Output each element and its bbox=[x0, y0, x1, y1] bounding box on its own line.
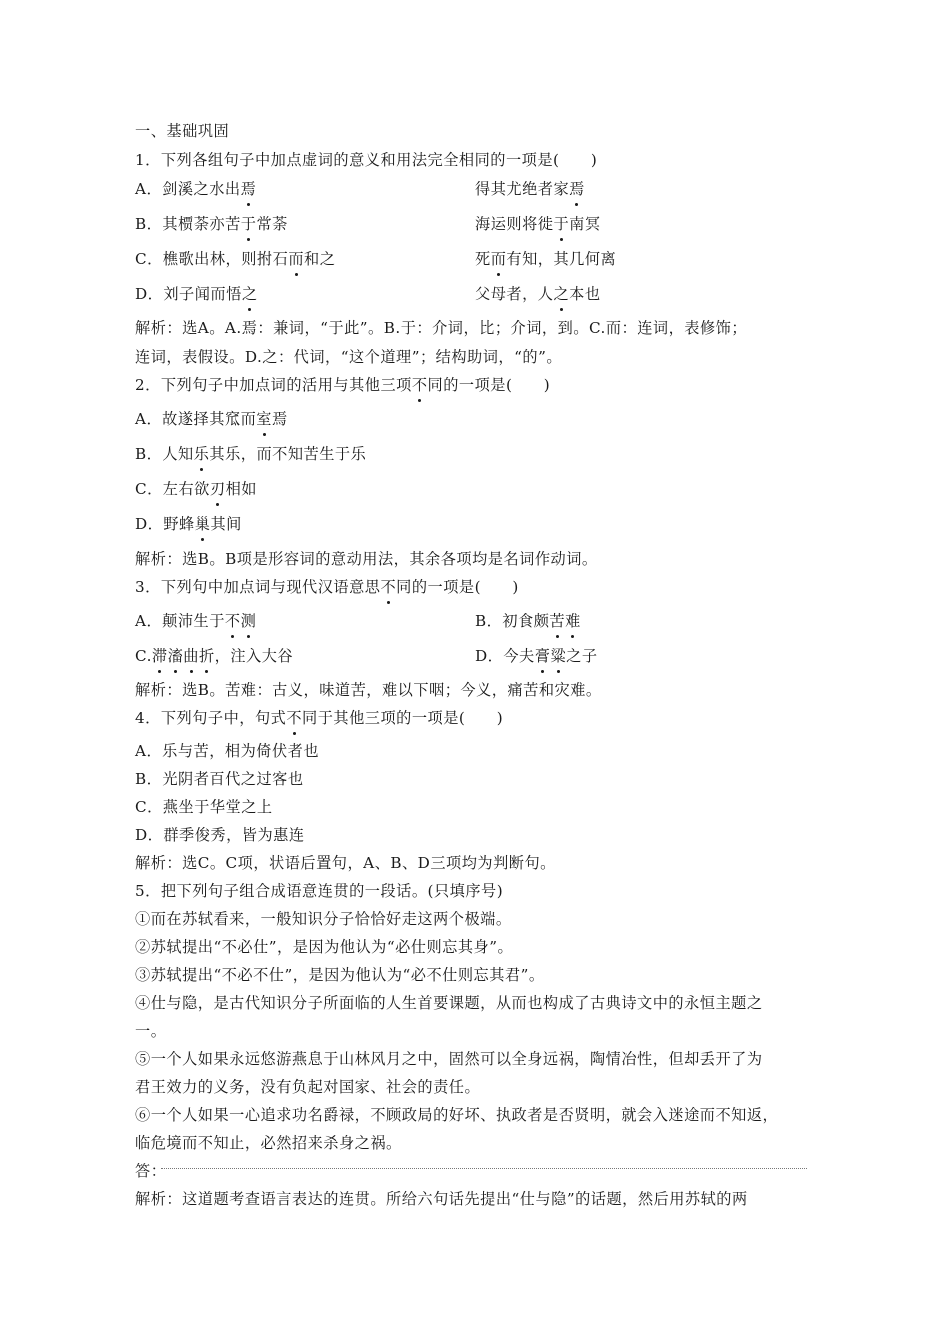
q4-stem: 4．下列句子中，句式不同于其他三项的一项是( ) bbox=[135, 709, 504, 727]
q1-analysis-line2: 连词，表假设。D.之：代词，“这个道理”；结构助词，“的”。 bbox=[135, 348, 563, 366]
q5-item-4: ④仕与隐，是古代知识分子所面临的人生首要课题，从而也构成了古典诗文中的永恒主题之 bbox=[135, 994, 763, 1012]
q4-option-c: C．燕坐于华堂之上 bbox=[135, 798, 273, 816]
q5-answer-row bbox=[135, 1160, 825, 1184]
q1-analysis-line1: 解析：选A。A.焉：兼词，“于此”。B.于：介词，比；介词，到。C.而：连词，表修饰； bbox=[135, 319, 748, 337]
answer-label: 答： bbox=[135, 1162, 167, 1180]
q3-stem: 3．下列句中加点词与现代汉语意思不同的一项是( ) bbox=[135, 578, 519, 596]
answer-blank-line[interactable] bbox=[161, 1168, 807, 1169]
q5-item-5-cont: 君王效力的义务，没有负起对国家、社会的责任。 bbox=[135, 1078, 481, 1096]
q2-option-a: A．故遂择其窊而室焉 bbox=[135, 410, 288, 428]
q5-analysis: 解析：这道题考查语言表达的连贯。所给六句话先提出“仕与隐”的话题，然后用苏轼的两 bbox=[135, 1190, 748, 1208]
q4-option-a: A．乐与苦，相为倚伏者也 bbox=[135, 742, 320, 760]
q5-item-3: ③苏轼提出“不必不仕”，是因为他认为“必不仕则忘其君”。 bbox=[135, 966, 545, 984]
q4-analysis: 解析：选C。C项，状语后置句，A、B、D三项均为判断句。 bbox=[135, 854, 556, 872]
q2-option-b: B．人知乐其乐，而不知苦生于乐 bbox=[135, 445, 367, 463]
q5-item-5: ⑤一个人如果永远悠游燕息于山林风月之中，固然可以全身远祸，陶情冶性，但却丢开了为 bbox=[135, 1050, 763, 1068]
q4-option-b: B．光阴者百代之过客也 bbox=[135, 770, 304, 788]
q5-item-6: ⑥一个人如果一心追求功名爵禄，不顾政局的好坏、执政者是否贤明，就会入迷途而不知返， bbox=[135, 1106, 779, 1124]
q5-item-1: ①而在苏轼看来，一般知识分子恰恰好走这两个极端。 bbox=[135, 910, 512, 928]
q5-item-6-cont: 临危境而不知止，必然招来杀身之祸。 bbox=[135, 1134, 402, 1152]
q2-analysis: 解析：选B。B项是形容词的意动用法，其余各项均是名词作动词。 bbox=[135, 550, 598, 568]
q2-stem: 2．下列句子中加点词的活用与其他三项不同的一项是( ) bbox=[135, 376, 551, 394]
section-title: 一、基础巩固 bbox=[135, 122, 230, 140]
q2-option-d: D．野蜂巢其间 bbox=[135, 515, 242, 533]
q2-option-c: C．左右欲刃相如 bbox=[135, 480, 257, 498]
q1-stem: 1．下列各组句子中加点虚词的意义和用法完全相同的一项是( ) bbox=[135, 151, 598, 169]
q3-analysis: 解析：选B。苦难：古义，味道苦，难以下咽；今义，痛苦和灾难。 bbox=[135, 681, 602, 699]
q5-item-2: ②苏轼提出“不必仕”，是因为他认为“必仕则忘其身”。 bbox=[135, 938, 514, 956]
q4-option-d: D．群季俊秀，皆为惠连 bbox=[135, 826, 305, 844]
q5-item-4-cont: 一。 bbox=[135, 1022, 167, 1040]
q5-stem: 5．把下列句子组合成语意连贯的一段话。(只填序号) bbox=[135, 882, 504, 900]
